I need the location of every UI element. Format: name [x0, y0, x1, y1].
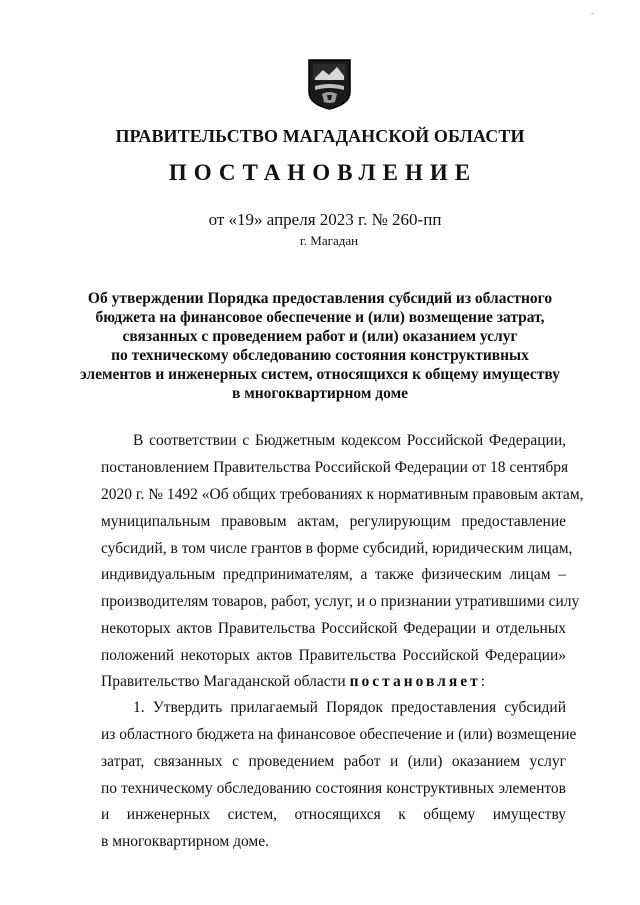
body-paragraph-line: постановлением Правительства Российской Федерации от 18 сентября: [101, 459, 569, 476]
body-paragraph-line: индивидуальным предпринимателям, а также физическим лицам –: [101, 566, 566, 583]
point-paragraph-line: в многоквартирном доме.: [101, 833, 269, 850]
body-paragraph-line: В соответствии с Бюджетным кодексом Российской Федерации,: [133, 432, 566, 449]
body-paragraph-line: 2020 г. № 1492 «Об общих требованиях к нормативным правовым актам,: [101, 486, 584, 503]
title-line: по техническому обследованию состояния конструктивных: [111, 347, 529, 364]
title-line: Об утверждении Порядка предоставления субсидий из областного: [87, 290, 553, 307]
title-line: связанных с проведением работ и (или) оказанием услуг: [122, 328, 518, 345]
point-paragraph-line: из областного бюджета на финансовое обеспечение и (или) возмещение: [101, 726, 577, 743]
title-line: бюджета на финансовое обеспечение и (или) возмещение затрат,: [95, 309, 545, 326]
organization-heading: ПРАВИТЕЛЬСТВО МАГАДАНСКОЙ ОБЛАСТИ: [115, 126, 525, 146]
body-paragraph-line: производителям товаров, работ, услуг, и о признании утратившими силу: [101, 593, 580, 610]
decree-verb: постановляет: [349, 673, 481, 690]
point-paragraph-line: и инженерных систем, относящихся к общему имуществу: [101, 806, 566, 823]
title-line: элементов и инженерных систем, относящихся к общему имуществу: [79, 366, 561, 383]
city-name: г. Магадан: [299, 233, 359, 248]
body-paragraph-line: положений некоторых актов Правительства Российской Федерации»: [101, 647, 566, 664]
decree-prefix: Правительство Магаданской области: [101, 673, 350, 690]
point-paragraph-line: по техническому обследованию состояния конструктивных элементов: [101, 780, 566, 797]
decree-line: [101, 673, 566, 691]
document-title: [0, 289, 640, 403]
body-paragraph-line: субсидий, в том числе грантов в форме субсидий, юридическим лицам,: [101, 540, 573, 557]
body-paragraph-line: муниципальным правовым актам, регулирующим предоставление: [101, 513, 566, 530]
corner-mark: -: [591, 8, 594, 18]
coat-of-arms-emblem: [307, 58, 352, 111]
title-line: в многоквартирном доме: [231, 385, 409, 402]
decree-suffix: :: [480, 673, 486, 690]
date-and-number: от «19» апреля 2023 г. № 260-пп: [208, 210, 442, 229]
point-paragraph-line: затрат, связанных с проведением работ и (или) оказанием услуг: [101, 753, 566, 770]
body-paragraph-line: некоторых актов Правительства Российской Федерации и отдельных: [101, 620, 566, 637]
document-type-heading: ПОСТАНОВЛЕНИЕ: [168, 160, 478, 185]
point-paragraph-line: 1. Утвердить прилагаемый Порядок предоставления субсидий: [133, 699, 566, 716]
